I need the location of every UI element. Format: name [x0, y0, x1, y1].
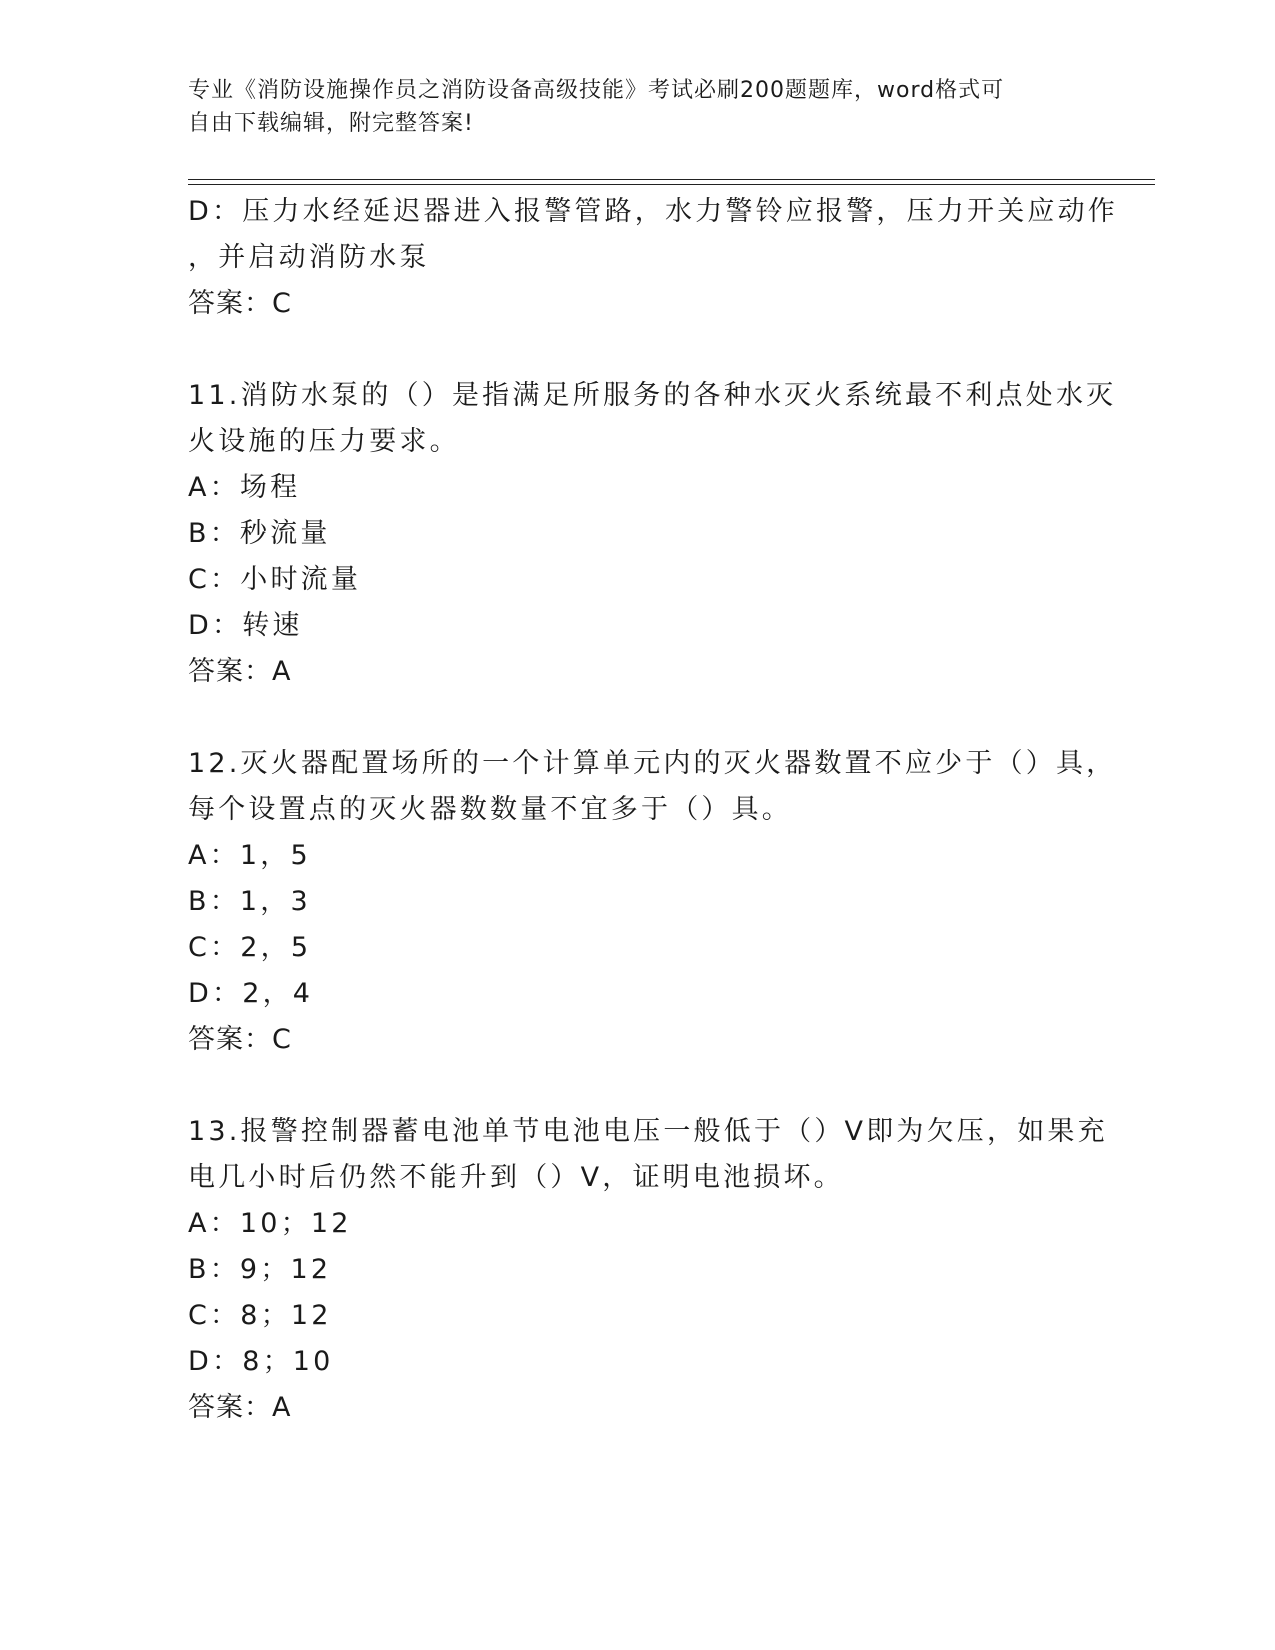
page-header [188, 74, 1068, 140]
question-stem-continued: 每个设置点的灭火器数数量不宜多于（）具。 [188, 794, 792, 825]
option-c: C：8；12 [188, 1300, 332, 1331]
option-b: B：9；12 [188, 1254, 332, 1285]
option-a: A：场程 [188, 472, 301, 503]
spacer [188, 695, 1088, 741]
option-d: D：压力水经延迟器进入报警管路，水力警铃应报警，压力开关应动作 [188, 196, 1118, 227]
previous-question-tail [188, 189, 1118, 327]
option-a: A：10；12 [188, 1208, 352, 1239]
answer-line: 答案：A [188, 1392, 292, 1423]
option-d: D：8；10 [188, 1346, 334, 1377]
answer-line: 答案：C [188, 1024, 292, 1055]
question-stem: 11.消防水泵的（）是指满足所服务的各种水灭火系统最不利点处水灭 [188, 380, 1117, 411]
question-12 [188, 741, 1117, 1063]
question-11 [188, 373, 1117, 695]
answer-line: 答案：A [188, 656, 292, 687]
header-line-2: 自由下载编辑，附完整答案! [188, 111, 474, 136]
option-d-continued: ，并启动消防水泵 [188, 242, 430, 273]
option-c: C：2，5 [188, 932, 312, 963]
option-c: C：小时流量 [188, 564, 362, 595]
header-divider-bottom [188, 184, 1155, 185]
option-b: B：1，3 [188, 886, 311, 917]
spacer [188, 1063, 1088, 1109]
header-line-1: 专业《消防设施操作员之消防设备高级技能》考试必刷200题题库，word格式可 [188, 78, 1005, 103]
document-body [188, 189, 1118, 1431]
question-stem: 13.报警控制器蓄电池单节电池电压一般低于（）V即为欠压，如果充 [188, 1116, 1108, 1147]
option-b: B：秒流量 [188, 518, 331, 549]
header-divider-top [188, 179, 1155, 180]
question-stem: 12.灭火器配置场所的一个计算单元内的灭火器数置不应少于（）具， [188, 748, 1117, 779]
question-stem-continued: 火设施的压力要求。 [188, 426, 460, 457]
option-d: D：2，4 [188, 978, 314, 1009]
answer-line: 答案：C [188, 288, 292, 319]
option-d: D：转速 [188, 610, 303, 641]
spacer [188, 327, 1088, 373]
option-a: A：1，5 [188, 840, 311, 871]
question-stem-continued: 电几小时后仍然不能升到（）V，证明电池损坏。 [188, 1162, 844, 1193]
question-13 [188, 1109, 1108, 1431]
